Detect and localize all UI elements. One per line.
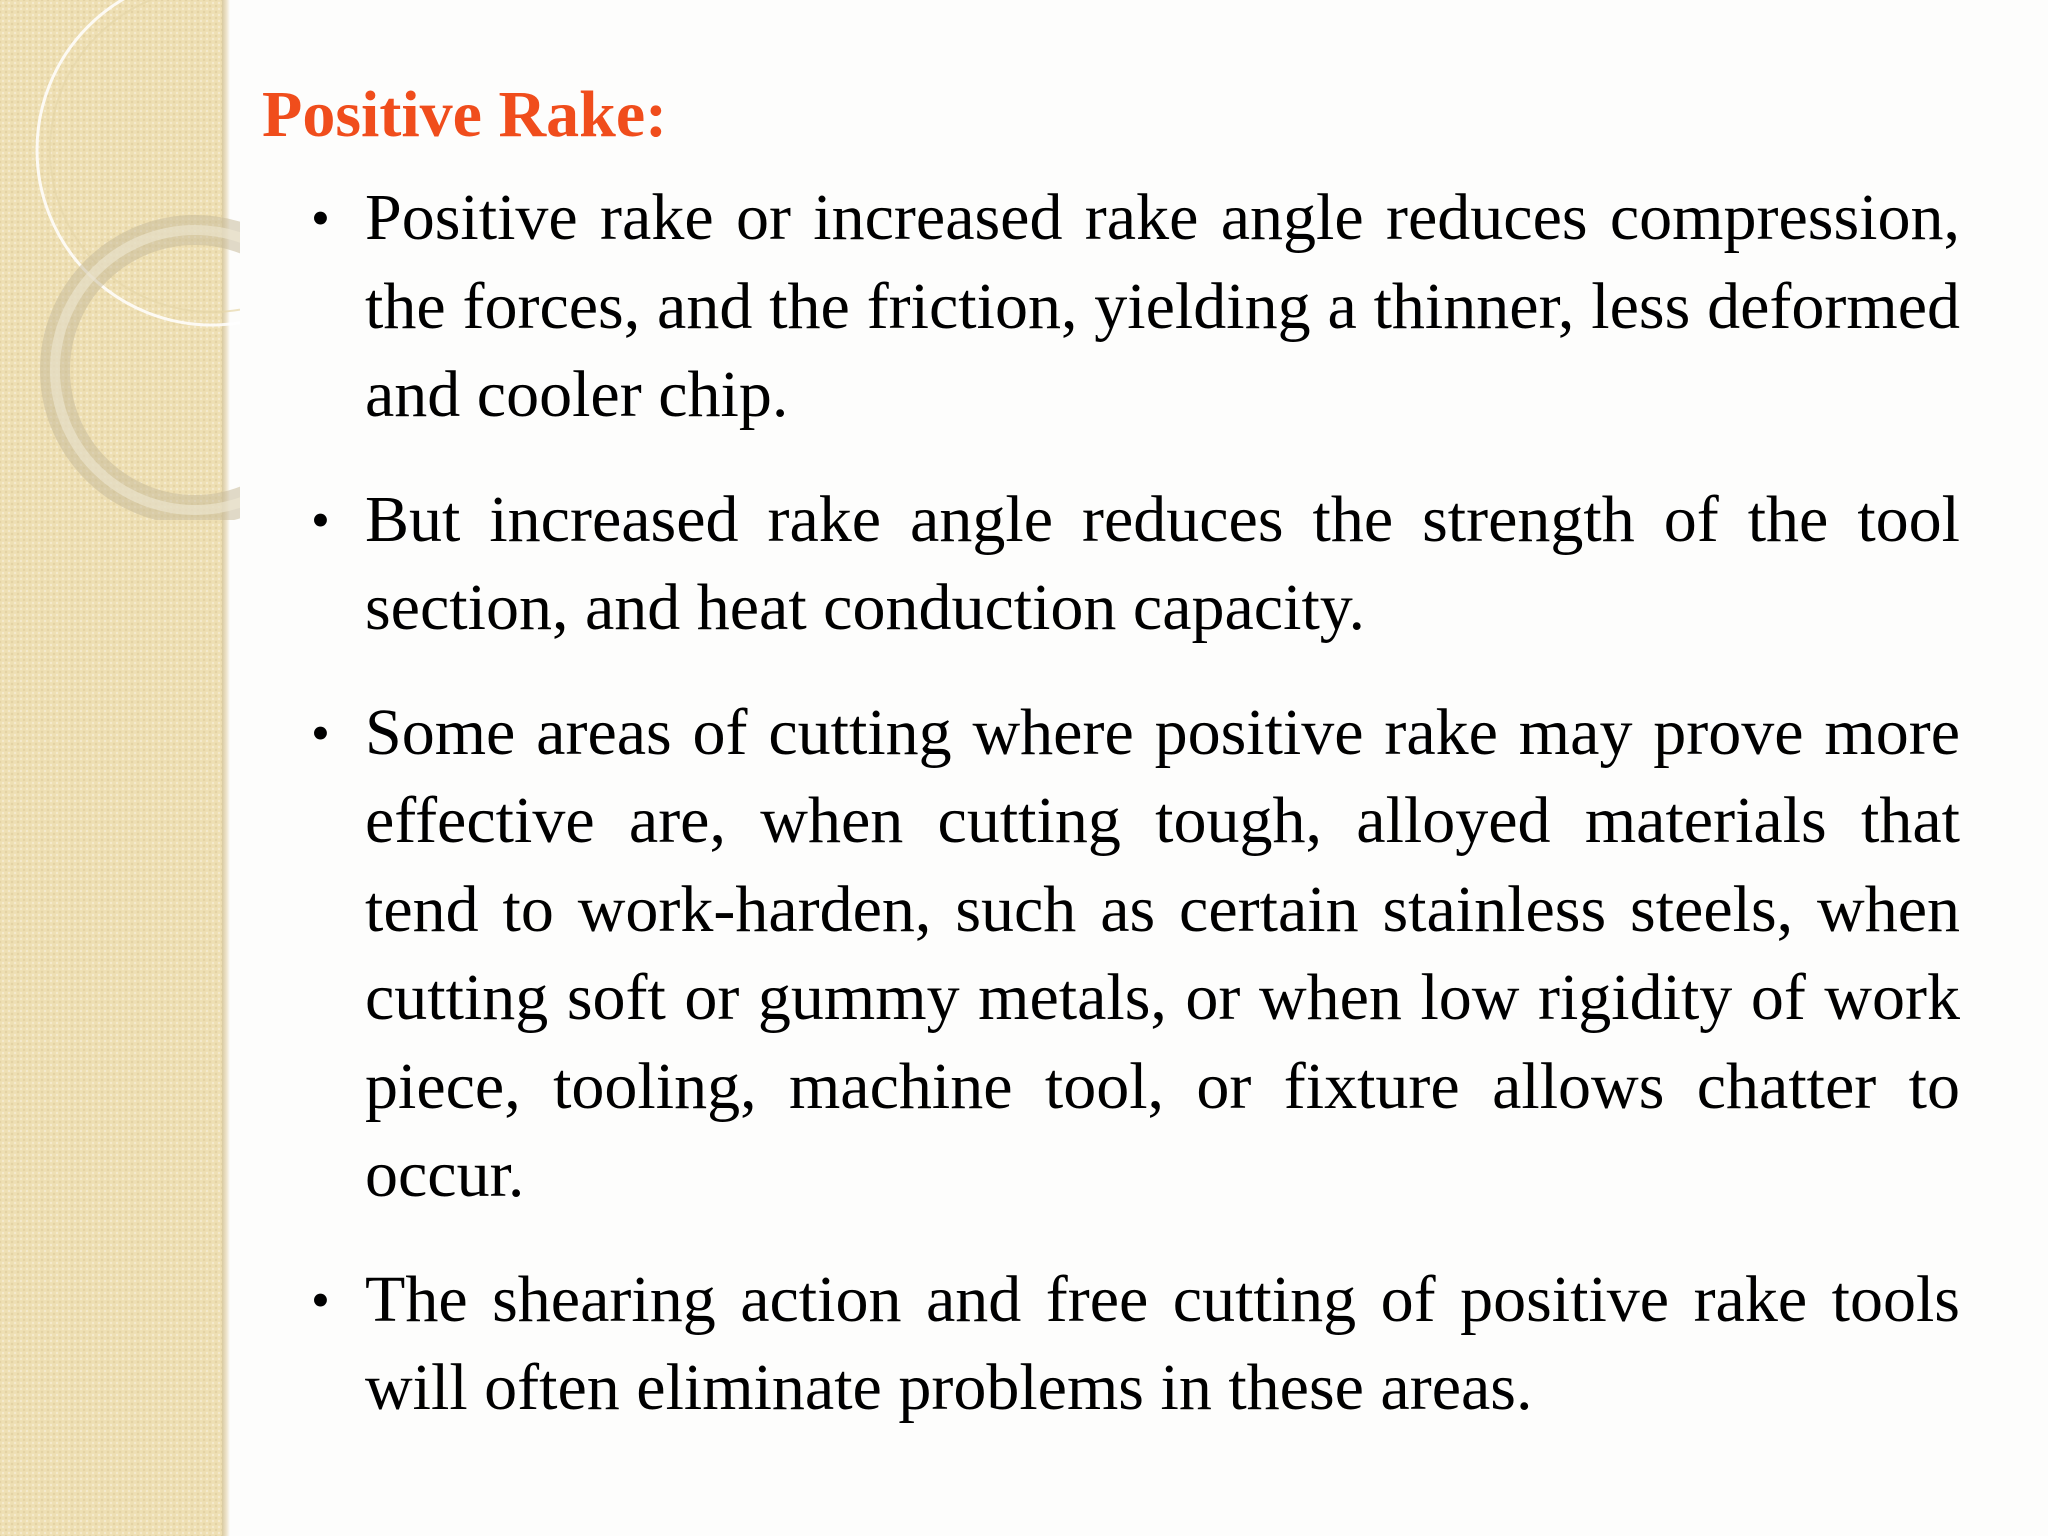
outer-ring bbox=[37, 0, 240, 325]
bullet-list bbox=[262, 174, 1960, 1433]
bullet-item bbox=[311, 476, 1960, 653]
bullet-text: Some areas of cutting where positive rake may prove more effective are, when cutting tough, alloyed materials that tend to work-harden, such as certain stainless steels, when cutting soft or gummy metals, or when low rigidity of work piece, tooling, machine tool, or fixture allows chatter to occur. bbox=[365, 695, 1960, 1211]
bullet-text: The shearing action and free cutting of positive rake tools will often eliminate problems in these areas. bbox=[365, 1262, 1960, 1424]
slide-title: Positive Rake: bbox=[262, 78, 668, 151]
decorative-rings bbox=[0, 0, 240, 520]
bullet-marker: • bbox=[311, 489, 330, 550]
inner-ring bbox=[55, 230, 240, 510]
bullet-item bbox=[311, 1256, 1960, 1433]
bullet-marker: • bbox=[311, 1269, 330, 1330]
bullet-text: Positive rake or increased rake angle reduces compression, the forces, and the friction, yielding a thinner, less deformed and cooler chip. bbox=[365, 181, 1960, 431]
slide-content bbox=[262, 70, 1960, 1469]
bullet-text: But increased rake angle reduces the strength of the tool section, and heat conduction capacity. bbox=[365, 482, 1960, 644]
bullet-item bbox=[311, 689, 1960, 1220]
bullet-item bbox=[311, 174, 1960, 440]
bullet-marker: • bbox=[311, 188, 330, 248]
bullet-marker: • bbox=[311, 702, 330, 763]
